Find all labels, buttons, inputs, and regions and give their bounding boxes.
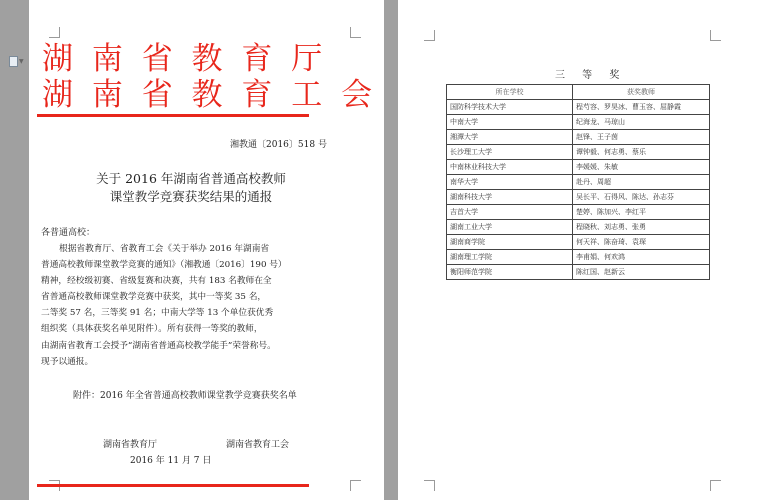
issue-date: 2016 年 11 月 7 日 (130, 456, 212, 466)
page-margin-corner (710, 30, 721, 41)
document-title-line1: 关于 2016 年湖南省普通高校教师 (96, 171, 286, 186)
school-cell: 衡阳师范学院 (447, 265, 573, 280)
school-cell: 湖南科技大学 (447, 190, 573, 205)
teachers-cell: 李媛媛、朱敏 (573, 160, 710, 175)
body-paragraph (41, 241, 317, 370)
table-row (447, 220, 710, 235)
teachers-cell: 程芍容、罗昊冰、曹玉容、屈静霞 (573, 100, 710, 115)
school-cell: 国防科学技术大学 (447, 100, 573, 115)
school-cell: 长沙理工大学 (447, 145, 573, 160)
school-cell: 中南林业科技大学 (447, 160, 573, 175)
page-margin-corner (424, 480, 435, 491)
page-margin-corner (350, 27, 361, 38)
school-cell: 吉首大学 (447, 205, 573, 220)
page-margin-corner (424, 30, 435, 41)
school-cell: 湘潭大学 (447, 130, 573, 145)
table-row (447, 130, 710, 145)
page-margin-corner (49, 27, 60, 38)
table-row (447, 235, 710, 250)
chevron-down-icon[interactable]: ▼ (19, 58, 24, 65)
school-cell: 湖南工业大学 (447, 220, 573, 235)
award-tier-heading: 三 等 奖 (555, 70, 627, 81)
teachers-cell: 何天祥、陈奋琦、袁琛 (573, 235, 710, 250)
document-number: 湘教通〔2016〕518 号 (230, 140, 327, 150)
signer-left: 湖南省教育厅 (103, 440, 158, 450)
table-row (447, 145, 710, 160)
red-header-rule (37, 114, 309, 117)
body-line: 现予以通报。 (41, 356, 94, 367)
teachers-cell: 楚婷、陈加兴、李红平 (573, 205, 710, 220)
page-margin-corner (350, 480, 361, 491)
body-line: 精神，经校级初赛、省级复赛和决赛，共有 183 名教师在全 (41, 276, 272, 287)
table-row (447, 100, 710, 115)
body-line: 根据省教育厅、省教育工会《关于举办 2016 年湖南省 (59, 244, 270, 254)
red-footer-rule (37, 484, 309, 487)
body-line: 省普通高校教师课堂教学竞赛中获奖，其中一等奖 35 名， (41, 292, 267, 303)
table-header-row (447, 85, 710, 100)
teachers-cell: 纪海龙、马琼山 (573, 115, 710, 130)
body-line: 组织奖（具体获奖名单见附件）。所有获得一等奖的教师， (41, 324, 263, 335)
attachment-note: 附件：2016 年全省普通高校教师课堂教学竞赛获奖名单 (73, 391, 297, 401)
table-row (447, 190, 710, 205)
document-map-icon[interactable] (9, 56, 18, 67)
header-issuer-line1: 湖 南 省 教 育 厅 (42, 41, 327, 77)
teachers-cell: 陈红国、赵新云 (573, 265, 710, 280)
teachers-cell: 赵锋、王子茵 (573, 130, 710, 145)
teachers-cell: 程晓秋、刘志勇、张勇 (573, 220, 710, 235)
column-header-school: 所在学校 (447, 85, 573, 100)
body-line: 二等奖 57 名，三等奖 91 名；中南大学等 13 个单位获优秀 (41, 308, 274, 319)
teachers-cell: 吴长平、石得风、陈达、孙志芬 (573, 190, 710, 205)
table-row (447, 175, 710, 190)
teachers-cell: 赴丹、周超 (573, 175, 710, 190)
award-table (446, 84, 710, 280)
school-cell: 中南大学 (447, 115, 573, 130)
teachers-cell: 李甫娟、何欢鸿 (573, 250, 710, 265)
column-header-teachers: 获奖教师 (573, 85, 710, 100)
table-row (447, 160, 710, 175)
page-margin-corner (710, 480, 721, 491)
school-cell: 湖南商学院 (447, 235, 573, 250)
table-row (447, 265, 710, 280)
salutation: 各普通高校： (41, 228, 96, 238)
school-cell: 南华大学 (447, 175, 573, 190)
teachers-cell: 谭钟毅、何志勇、蔡乐 (573, 145, 710, 160)
table-row (447, 250, 710, 265)
body-line: 由湖南省教育工会授予“湖南省普通高校教学能手”荣誉称号。 (41, 340, 276, 351)
document-title-line2: 课堂教学竞赛获奖结果的通报 (109, 189, 273, 204)
school-cell: 湖南理工学院 (447, 250, 573, 265)
table-row (447, 205, 710, 220)
body-line: 普通高校教师课堂教学竞赛的通知》（湘教通〔2016〕190 号） (41, 260, 287, 271)
table-row (447, 115, 710, 130)
header-issuer-line2: 湖 南 省 教 育 工 会 (42, 77, 377, 113)
signer-right: 湖南省教育工会 (226, 440, 290, 450)
